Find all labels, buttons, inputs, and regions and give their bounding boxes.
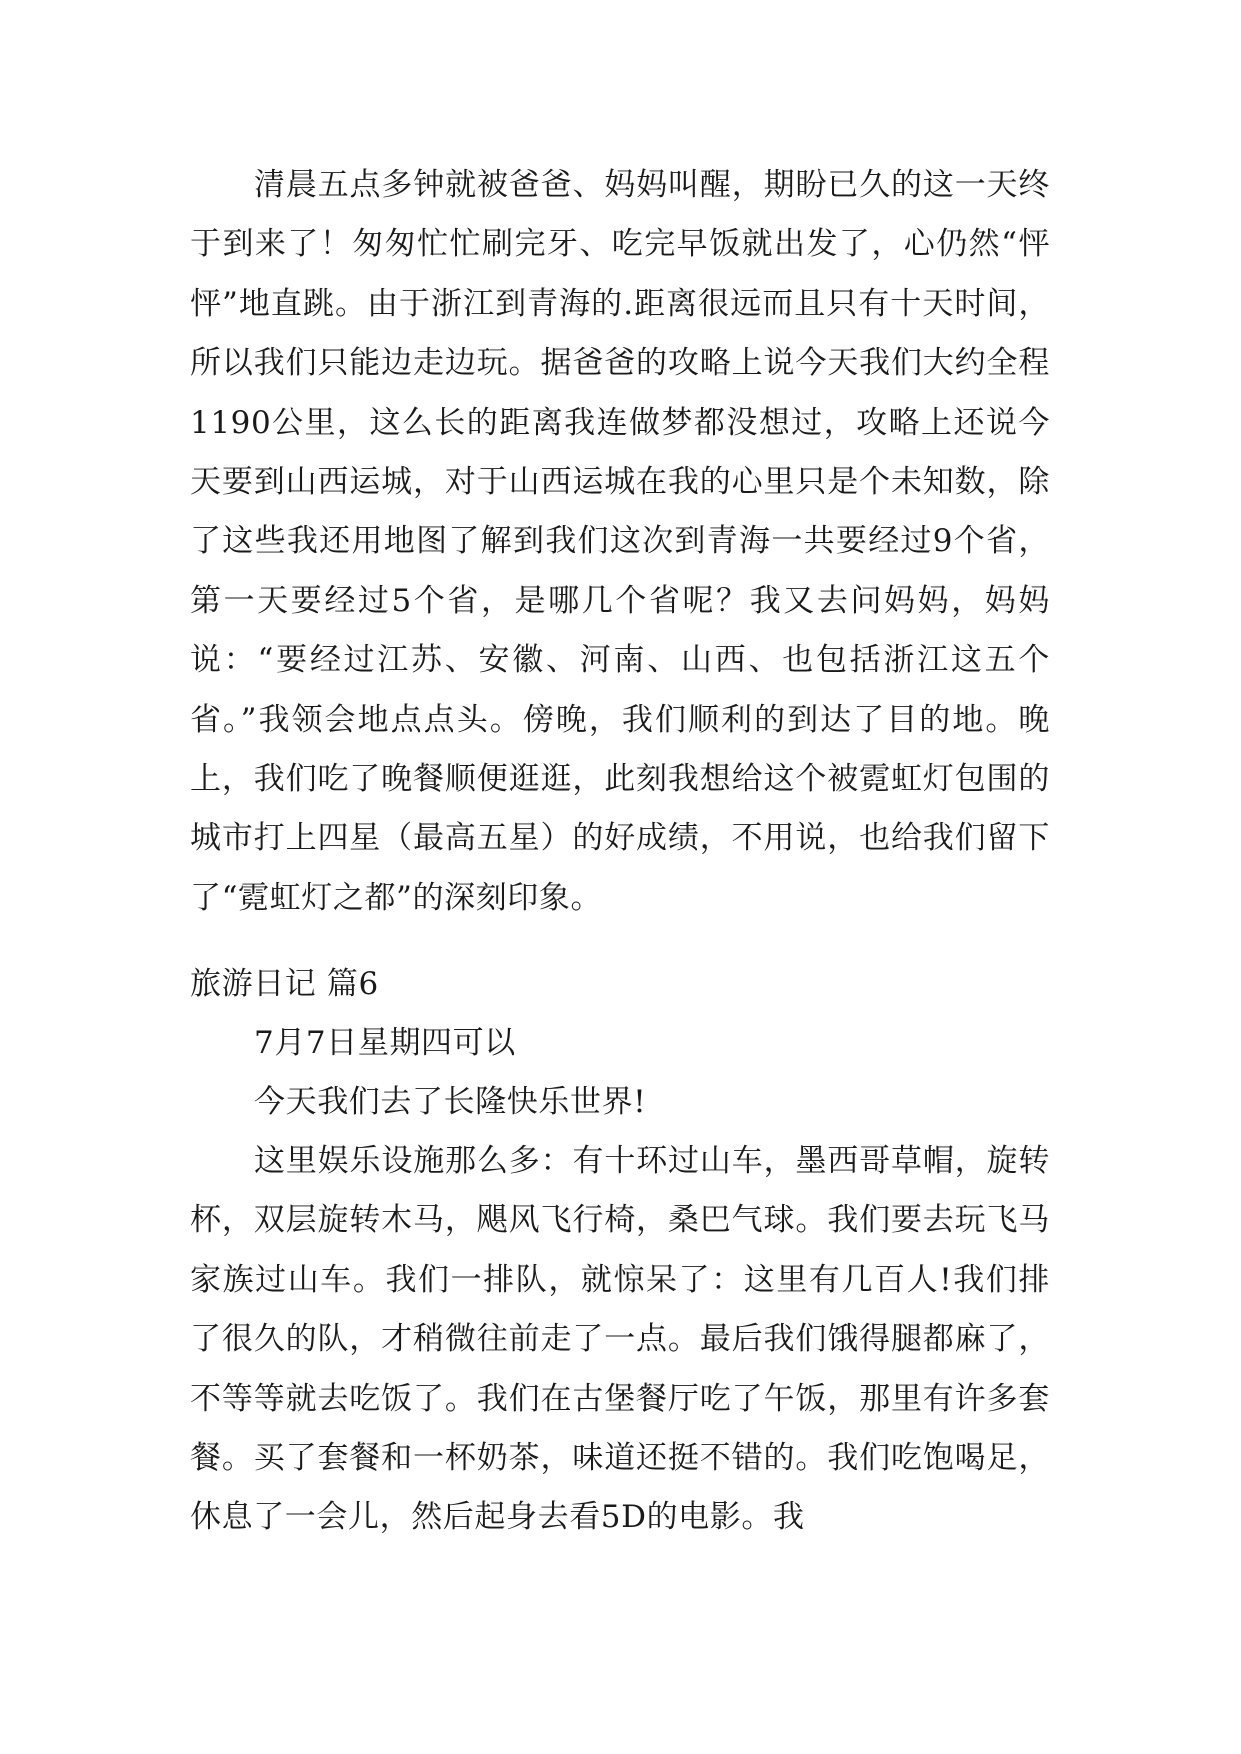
diary-date-line: 7月7日星期四可以 [254, 1025, 516, 1061]
body-paragraph-amusement-park: 这里娱乐设施那么多：有十环过山车，墨西哥草帽，旋转杯，双层旋转木马，飓风飞行椅，桑巴气球。我们要去玩飞马家族过山车。我们一排队，就惊呆了：这里有几百人!我们排了很久的队，才稍微往前走了一点。最后我们饿得腿都麻了，不等等就去吃饭了。我们在古堡餐厅吃了午饭，那里有许多套餐。买了套餐和一杯奶茶，味道还挺不错的。我们吃饱喝足，休息了一会儿，然后起身去看5D的电影。我 [190, 1143, 1050, 1536]
diary-entry-line: 今天我们去了长隆快乐世界! [254, 1084, 647, 1120]
body-paragraph-trip-day: 清晨五点多钟就被爸爸、妈妈叫醒，期盼已久的这一天终于到来了！匆匆忙忙刷完牙、吃完早饭就出发了，心仍然“怦怦”地直跳。由于浙江到青海的.距离很远而且只有十天时间，所以我们只能边走边玩。据爸爸的攻略上说今天我们大约全程1190公里，这么长的距离我连做梦都没想过，攻略上还说今天要到山西运城，对于山西运城在我的心里只是个未知数，除了这些我还用地图了解到我们这次到青海一共要经过9个省，第一天要经过5个省，是哪几个省呢？我又去问妈妈，妈妈说：“要经过江苏、安徽、河南、山西、也包括浙江这五个省。”我领会地点点头。傍晚，我们顺利的到达了目的地。晚上，我们吃了晚餐顺便逛逛，此刻我想给这个被霓虹灯包围的城市打上四星（最高五星）的好成绩，不用说，也给我们留下了“霓虹灯之都”的深刻印象。 [190, 167, 1050, 916]
section-heading: 旅游日记 篇6 [190, 966, 379, 1002]
